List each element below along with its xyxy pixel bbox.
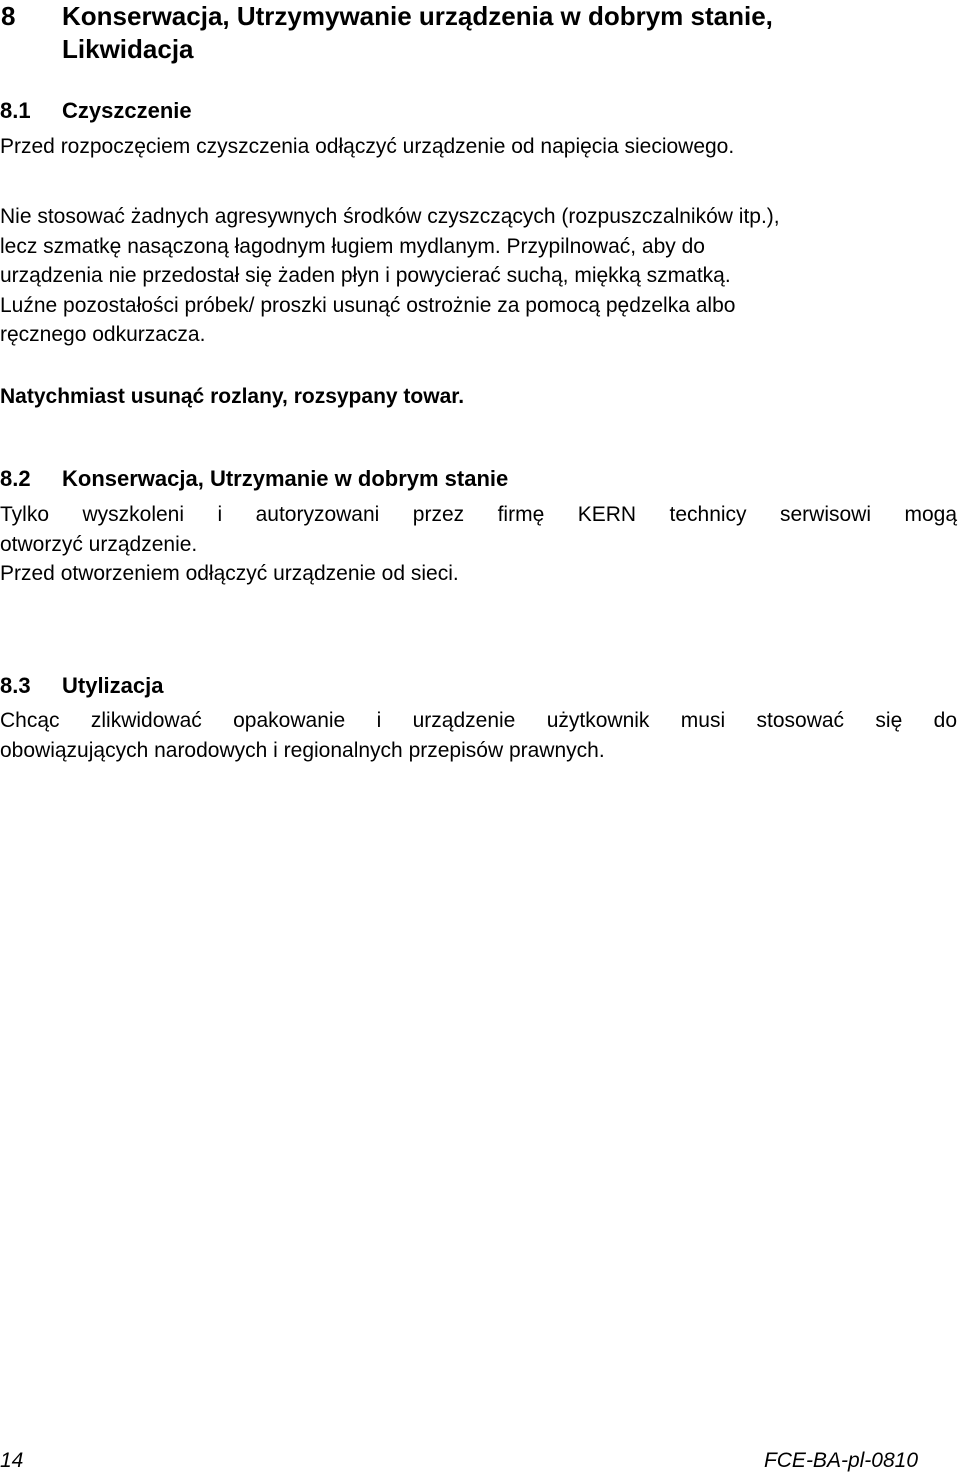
cleaning-paragraph — [0, 202, 780, 350]
section-number: 8.1 — [0, 98, 31, 123]
paragraph-line: Tylko wyszkoleni i autoryzowani przez firmę KERN technicy serwisowi mogą — [0, 503, 957, 526]
paragraph-line: Przed otworzeniem odłączyć urządzenie od sieci. — [0, 562, 459, 586]
paragraph-line: otworzyć urządzenie. — [0, 532, 198, 556]
section-heading-cleaning — [0, 97, 960, 125]
paragraph-line: urządzenia nie przedostał się żaden płyn i powycierać suchą, miękką szmatką. — [0, 264, 731, 288]
spill-warning: Natychmiast usunąć rozlany, rozsypany towar. — [0, 385, 465, 408]
chapter-title-line-1: Konserwacja, Utrzymywanie urządzenia w dobrym stanie, — [62, 1, 773, 31]
page-number: 14 — [0, 1449, 24, 1472]
paragraph-line: lecz szmatkę nasączoną łagodnym ługiem mydlanym. Przypilnować, aby do — [0, 234, 705, 258]
section-heading-disposal — [0, 672, 960, 700]
paragraph-line: Chcąc zlikwidować opakowanie i urządzenie użytkownik musi stosować się do — [0, 709, 957, 732]
section-number: 8.2 — [0, 466, 31, 491]
paragraph-line: Luźne pozostałości próbek/ proszki usunąć ostrożnie za pomocą pędzelka albo — [0, 293, 736, 317]
chapter-heading — [0, 0, 960, 70]
section-heading-maintenance — [0, 465, 960, 493]
paragraph-line: Nie stosować żadnych agresywnych środków czyszczących (rozpuszczalników itp.), — [0, 205, 780, 228]
paragraph-line: ręcznego odkurzacza. — [0, 323, 206, 347]
section-title: Utylizacja — [62, 673, 164, 698]
document-code: FCE-BA-pl-0810 — [763, 1449, 918, 1472]
chapter-number: 8 — [1, 1, 16, 31]
maintenance-paragraph — [0, 500, 957, 589]
section-number: 8.3 — [0, 673, 31, 698]
chapter-title-line-2: Likwidacja — [62, 34, 194, 64]
paragraph-line: obowiązujących narodowych i regionalnych przepisów prawnych. — [0, 738, 605, 762]
section-title: Czyszczenie — [62, 98, 192, 123]
cleaning-intro: Przed rozpoczęciem czyszczenia odłączyć urządzenie od napięcia sieciowego. — [0, 135, 735, 158]
section-title: Konserwacja, Utrzymanie w dobrym stanie — [62, 466, 509, 491]
disposal-paragraph — [0, 706, 957, 765]
